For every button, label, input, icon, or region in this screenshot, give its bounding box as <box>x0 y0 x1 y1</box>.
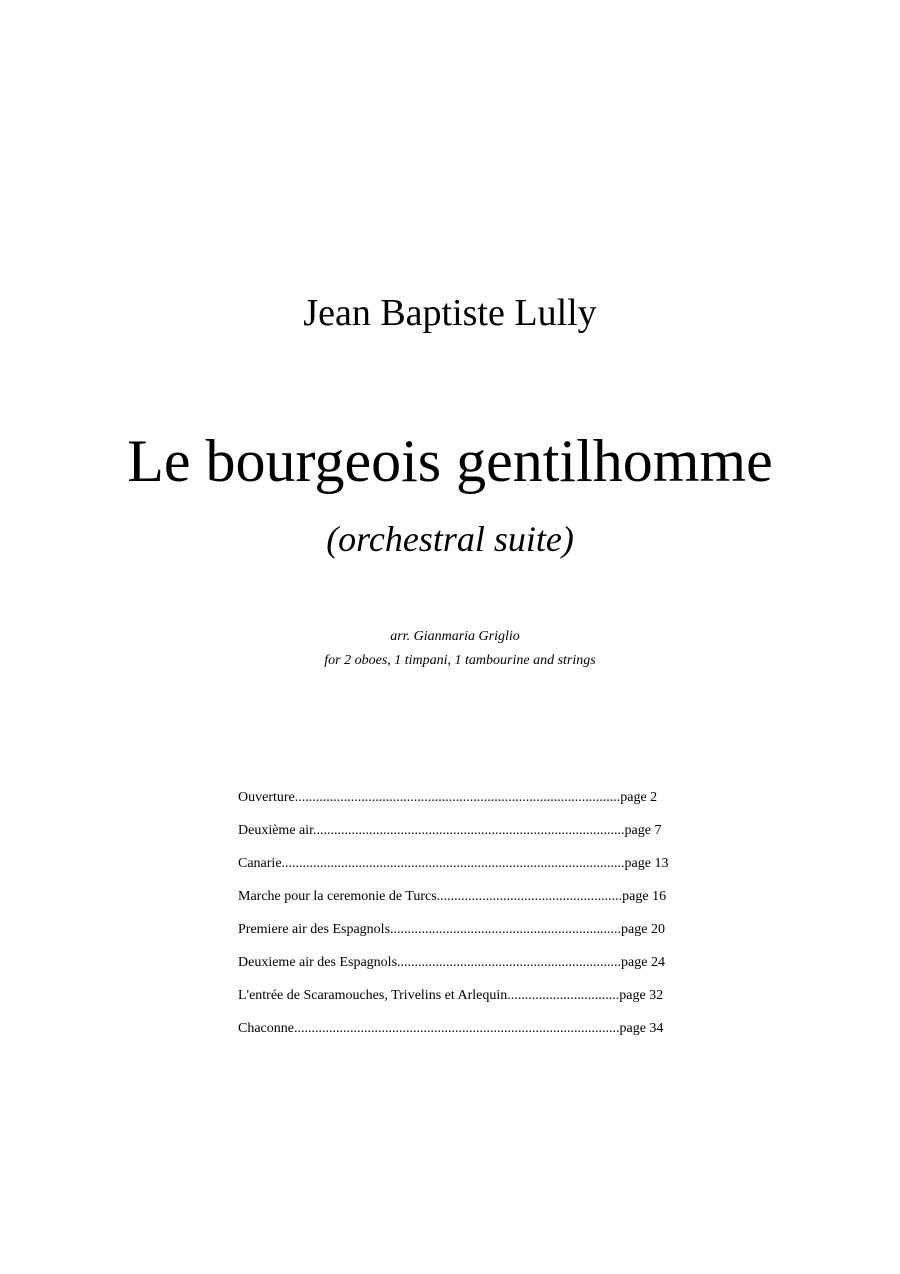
toc-entry-marche-turcs: Marche pour la ceremonie de Turcs.....................................................page 16 <box>238 889 667 904</box>
instrumentation-note: for 2 oboes, 1 timpani, 1 tambourine and strings <box>324 653 596 668</box>
composer-name: Jean Baptiste Lully <box>303 292 597 334</box>
toc-entry-deuxieme-air-espagnols: Deuxieme air des Espagnols................................................................page 24 <box>238 955 665 970</box>
toc-entry-ouverture: Ouverture.............................................................................................page 2 <box>238 790 658 805</box>
arranger-credit: arr. Gianmaria Griglio <box>390 629 520 644</box>
toc-entry-premiere-air-espagnols: Premiere air des Espagnols..................................................................page 20 <box>238 922 665 937</box>
subtitle: (orchestral suite) <box>326 519 574 559</box>
toc-entry-chaconne: Chaconne.............................................................................................page 34 <box>238 1021 664 1036</box>
toc-entry-scaramouches: L'entrée de Scaramouches, Trivelins et Arlequin................................page 32 <box>238 988 664 1003</box>
page-title: Le bourgeois gentilhomme <box>127 428 773 494</box>
toc-entry-deuxieme-air: Deuxième air.........................................................................................page 7 <box>238 823 662 838</box>
toc-entry-canarie: Canarie..................................................................................................page 13 <box>238 856 669 871</box>
table-of-contents <box>238 787 678 1051</box>
